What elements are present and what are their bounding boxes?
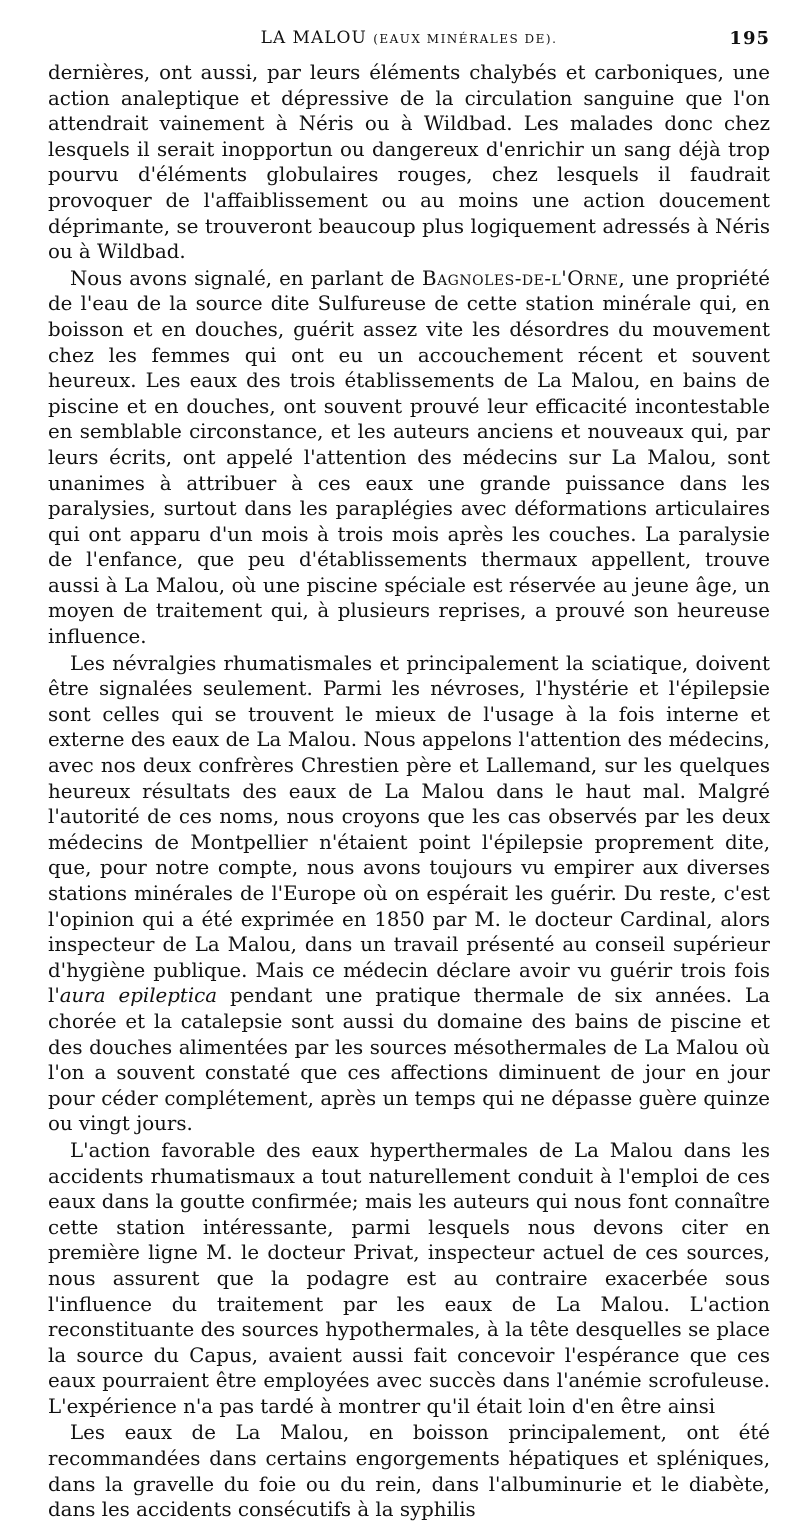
- body-text: [48, 60, 770, 1523]
- running-title: [48, 28, 770, 48]
- page-number: 195: [729, 28, 770, 49]
- paragraph-nevralgies: [48, 651, 770, 1137]
- running-title-paren: (EAUX MINÉRALES DE).: [373, 32, 558, 46]
- paragraph-bagnoles: [48, 266, 770, 650]
- paragraph-nevralgies-after: pendant une pratique thermale de six années. La chorée et la catalepsie sont aussi du domaine des bains de piscine et des douches alimentées par les sources mésothermales de La Malou où l'on a souvent constaté que ces affections diminuent de jour en jour pour céder complétement, après un temps qui ne dépasse guère quinze ou vingt jours.: [48, 984, 770, 1136]
- italic-aura-epileptica: aura epileptica: [59, 984, 218, 1008]
- paragraph-hepatiques: Les eaux de La Malou, en boisson principalement, ont été recommandées dans certains engorgements hépatiques et spléniques, dans la gravelle du foie ou du rein, dans l'albuminurie et le diabète, dans les accidents consécutifs à la syphilis: [48, 1421, 770, 1522]
- paragraph-bagnoles-after: , une propriété de l'eau de la source dite Sulfureuse de cette station minérale qui, en boisson et en douches, guérit assez vite les désordres du mouvement chez les femmes qui ont eu un accouchement récent et souvent heureux. Les eaux des trois établissements de La Malou, en bains de piscine et en douches, ont souvent prouvé leur efficacité incontestable en semblable circonstance, et les auteurs anciens et nouveaux qui, par leurs écrits, ont appelé l'attention des médecins sur La Malou, sont unanimes à attribuer à ces eaux une grande puissance dans les paralysies, surtout dans les paraplégies avec déformations articulaires qui ont apparu d'un mois à trois mois après les couches. La paralysie de l'enfance, que peu d'établissements thermaux appellent, trouve aussi à La Malou, où une piscine spéciale est réservée au jeune âge, un moyen de traitement qui, à plusieurs reprises, a prouvé son heureuse influence.: [48, 266, 770, 649]
- paragraph-goutte: L'action favorable des eaux hyperthermales de La Malou dans les accidents rhumatismaux a tout naturellement conduit à l'emploi de ces eaux dans la goutte confirmée; mais les auteurs qui nous font connaître cette station intéressante, parmi lesquels nous devons citer en première ligne M. le docteur Privat, inspecteur actuel de ces sources, nous assurent que la podagre est au contraire exacerbée sous l'influence du traitement par les eaux de La Malou. L'action reconstituante des sources hypothermales, à la tête desquelles se place la source du Capus, avaient aussi fait concevoir l'espérance que ces eaux pourraient être employées avec succès dans l'anémie scrofuleuse. L'expérience n'a pas tardé à montrer qu'il était loin d'en être ainsi: [48, 1138, 770, 1418]
- running-title-main: LA MALOU: [260, 28, 367, 48]
- paragraph-continuation: dernières, ont aussi, par leurs éléments chalybés et carboniques, une action analeptique et dépressive de la circulation sanguine que l'on attendrait vainement à Néris ou à Wildbad. Les malades donc chez lesquels il serait inopportun ou dangereux d'enrichir un sang déjà trop pourvu d'éléments globulaires rouges, chez lesquels il faudrait provoquer de l'affaiblissement ou au moins une action doucement déprimante, se trouveront beaucoup plus logiquement adressés à Néris ou à Wildbad.: [48, 61, 770, 264]
- paragraph-bagnoles-before: Nous avons signalé, en parlant de: [70, 266, 423, 290]
- paragraph-nevralgies-before: Les névralgies rhumatismales et principalement la sciatique, doivent être signalées seulement. Parmi les névroses, l'hystérie et l'épilepsie sont celles qui se trouvent le mieux de l'usage à la fois interne et externe des eaux de La Malou. Nous appelons l'attention des médecins, avec nos deux confrères Chrestien père et Lallemand, sur les quelques heureux résultats des eaux de La Malou dans le haut mal. Malgré l'autorité de ces noms, nous croyons que les cas observés par les deux médecins de Montpellier n'étaient point l'épilepsie proprement dite, que, pour notre compte, nous avons toujours vu empirer aux diverses stations minérales de l'Europe où on espérait les guérir. Du reste, c'est l'opinion qui a été exprimée en 1850 par M. le docteur Cardinal, alors inspecteur de La Malou, dans un travail présenté au conseil supérieur d'hygiène publique. Mais ce médecin déclare avoir vu guérir trois fois l': [48, 651, 770, 1008]
- station-name-bagnoles: Bagnoles-de-l'Orne: [422, 266, 619, 290]
- running-header: [48, 28, 770, 56]
